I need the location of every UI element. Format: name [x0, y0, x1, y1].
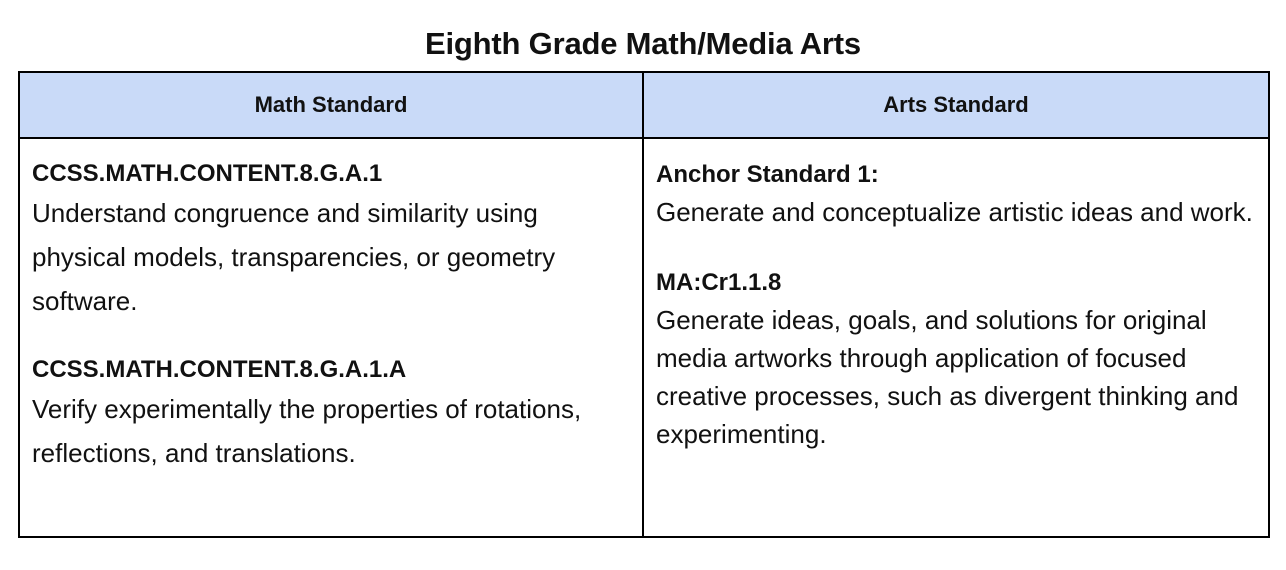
standard-description: Understand congruence and similarity using physical models, transparencies, or geometry software.: [32, 198, 556, 316]
standard-code: CCSS.MATH.CONTENT.8.G.A.1.A: [32, 356, 407, 383]
standard-code: MA:Cr1.1.8: [656, 269, 782, 296]
math-standard-block: [32, 353, 630, 475]
standard-description: Generate and conceptualize artistic ideas and work.: [656, 197, 1253, 227]
standard-description: Generate ideas, goals, and solutions for original media artworks through application of focused creative processes, such as divergent thinking and experimenting.: [656, 305, 1239, 449]
table-row: [19, 138, 1269, 537]
math-standard-cell: [19, 138, 643, 537]
math-standard-block: [32, 157, 630, 323]
arts-standard-block: [656, 265, 1256, 453]
standard-code: CCSS.MATH.CONTENT.8.G.A.1: [32, 160, 383, 187]
page-title: Eighth Grade Math/Media Arts: [425, 26, 861, 61]
arts-standard-cell: [643, 138, 1269, 537]
math-standard-header: Math Standard: [19, 72, 643, 138]
arts-standard-block: [656, 157, 1256, 231]
standards-table: [18, 71, 1270, 538]
arts-standard-header: Arts Standard: [643, 72, 1269, 138]
standard-code: Anchor Standard 1:: [656, 161, 879, 188]
table-header-row: [19, 72, 1269, 138]
standard-description: Verify experimentally the properties of rotations, reflections, and translations.: [32, 394, 582, 468]
